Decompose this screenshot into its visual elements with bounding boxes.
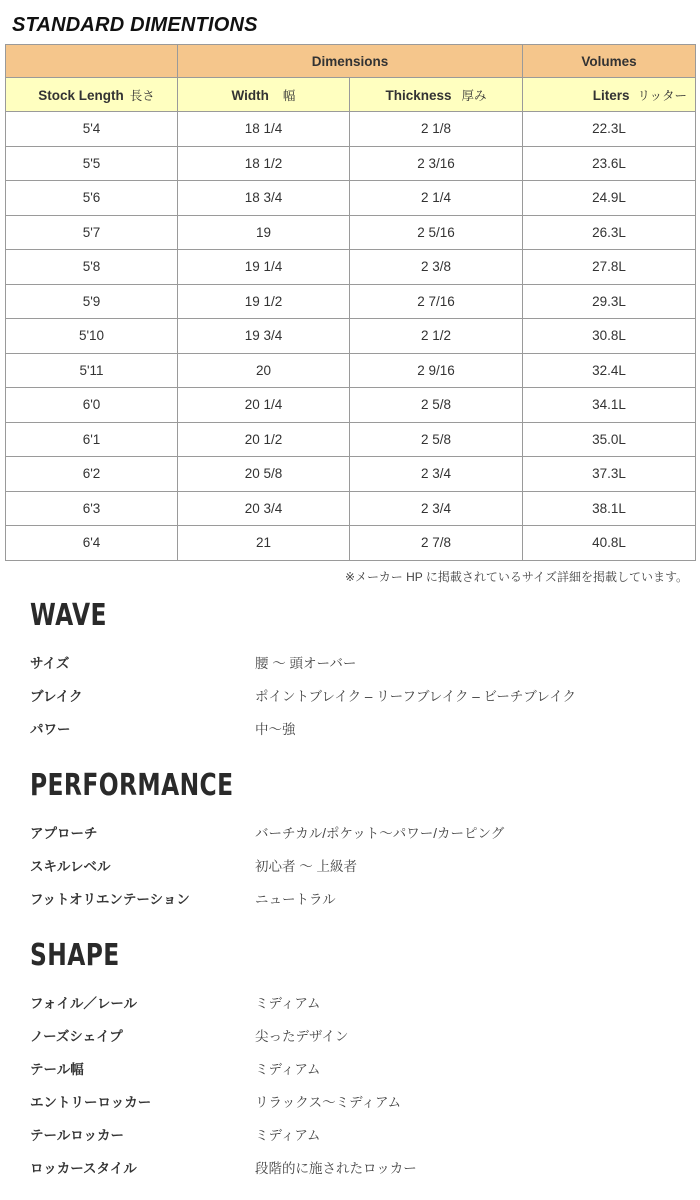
cell-stock-length: 5'5 [6, 146, 178, 181]
cell-liters: 34.1L [523, 388, 696, 423]
table-row [6, 319, 696, 354]
spec-value: 腰 〜 頭オーバー [255, 656, 357, 671]
table-row [6, 284, 696, 319]
spec-value: ミディアム [255, 996, 321, 1011]
cell-liters: 27.8L [523, 250, 696, 285]
cell-width: 20 1/2 [178, 422, 350, 457]
column-header-width [178, 78, 350, 112]
column-label-jp: 長さ [129, 88, 155, 103]
section-title-shape: SHAPE [30, 938, 120, 973]
spec-value: バーチカル/ポケット〜パワー/カーピング [255, 826, 505, 841]
cell-stock-length: 6'1 [6, 422, 178, 457]
group-header-volumes: Volumes [523, 45, 696, 78]
cell-width: 19 1/2 [178, 284, 350, 319]
spec-label: サイズ [30, 656, 70, 671]
column-header-thickness [350, 78, 523, 112]
cell-liters: 30.8L [523, 319, 696, 354]
spec-value: 初心者 〜 上級者 [255, 859, 358, 874]
spec-row [30, 855, 670, 875]
cell-width: 18 1/2 [178, 146, 350, 181]
column-label: Liters [592, 87, 630, 103]
cell-width: 20 1/4 [178, 388, 350, 423]
spec-value: リラックス〜ミディアム [255, 1095, 402, 1110]
cell-liters: 35.0L [523, 422, 696, 457]
column-header-liters [523, 78, 696, 112]
cell-width: 20 3/4 [178, 491, 350, 526]
cell-width: 20 5/8 [178, 457, 350, 492]
section-title-performance: PERFORMANCE [30, 768, 234, 803]
cell-thickness: 2 3/8 [350, 250, 523, 285]
cell-stock-length: 5'7 [6, 215, 178, 250]
cell-thickness: 2 3/4 [350, 457, 523, 492]
cell-thickness: 2 5/16 [350, 215, 523, 250]
cell-width: 19 [178, 215, 350, 250]
cell-stock-length: 5'8 [6, 250, 178, 285]
cell-width: 19 3/4 [178, 319, 350, 354]
cell-stock-length: 5'4 [6, 112, 178, 147]
table-row [6, 457, 696, 492]
spec-value: ミディアム [255, 1128, 321, 1143]
spec-label: ブレイク [30, 689, 83, 704]
column-label: Stock Length [38, 87, 124, 103]
cell-stock-length: 5'10 [6, 319, 178, 354]
spec-row [30, 652, 670, 672]
cell-liters: 23.6L [523, 146, 696, 181]
spec-row [30, 1025, 670, 1045]
spec-label: ロッカースタイル [30, 1161, 137, 1176]
table-row [6, 422, 696, 457]
spec-label: アプローチ [30, 826, 98, 841]
cell-width: 20 [178, 353, 350, 388]
spec-label: フォイル／レール [30, 996, 138, 1011]
spec-label: フットオリエンテーション [30, 892, 190, 907]
spec-row [30, 1058, 670, 1078]
cell-stock-length: 6'2 [6, 457, 178, 492]
cell-liters: 26.3L [523, 215, 696, 250]
table-row [6, 146, 696, 181]
group-header-empty [6, 45, 178, 78]
cell-thickness: 2 5/8 [350, 388, 523, 423]
cell-liters: 29.3L [523, 284, 696, 319]
spec-value: 尖ったデザイン [255, 1029, 349, 1044]
spec-value: 中〜強 [255, 722, 296, 737]
cell-width: 19 1/4 [178, 250, 350, 285]
spec-label: パワー [30, 722, 71, 737]
page-title: STANDARD DIMENTIONS [12, 14, 258, 36]
cell-thickness: 2 3/4 [350, 491, 523, 526]
cell-stock-length: 5'6 [6, 181, 178, 216]
cell-liters: 40.8L [523, 526, 696, 561]
group-header-row [6, 45, 696, 78]
spec-label: テールロッカー [30, 1128, 124, 1143]
spec-row [30, 685, 670, 705]
table-row [6, 526, 696, 561]
spec-value: ミディアム [255, 1062, 321, 1077]
column-label-jp: リッター [637, 88, 687, 103]
column-label: Width [231, 87, 269, 103]
spec-row [30, 1124, 670, 1144]
cell-liters: 22.3L [523, 112, 696, 147]
spec-label: テール幅 [30, 1062, 84, 1077]
spec-value: 段階的に施されたロッカー [255, 1161, 417, 1176]
table-row [6, 353, 696, 388]
table-row [6, 250, 696, 285]
spec-row [30, 822, 670, 842]
spec-row [30, 1157, 670, 1177]
spec-value: ポイントブレイク – リーフブレイク – ビーチブレイク [255, 689, 576, 704]
group-header-dimensions: Dimensions [178, 45, 523, 78]
cell-liters: 24.9L [523, 181, 696, 216]
column-header-row [6, 78, 696, 112]
dimensions-table [5, 44, 696, 561]
cell-thickness: 2 7/16 [350, 284, 523, 319]
table-row [6, 491, 696, 526]
cell-stock-length: 5'11 [6, 353, 178, 388]
column-label: Thickness [385, 87, 452, 103]
table-row [6, 388, 696, 423]
table-row [6, 181, 696, 216]
cell-thickness: 2 1/4 [350, 181, 523, 216]
cell-liters: 32.4L [523, 353, 696, 388]
cell-thickness: 2 3/16 [350, 146, 523, 181]
column-header-stock-length [6, 78, 178, 112]
cell-width: 18 1/4 [178, 112, 350, 147]
spec-row [30, 992, 670, 1012]
cell-stock-length: 6'3 [6, 491, 178, 526]
table-row [6, 112, 696, 147]
section-title-wave: WAVE [30, 598, 107, 633]
cell-thickness: 2 1/8 [350, 112, 523, 147]
cell-stock-length: 5'9 [6, 284, 178, 319]
column-label-jp: 厚み [461, 88, 487, 103]
cell-thickness: 2 5/8 [350, 422, 523, 457]
cell-liters: 37.3L [523, 457, 696, 492]
cell-thickness: 2 1/2 [350, 319, 523, 354]
column-label-jp: 幅 [282, 88, 296, 103]
spec-row [30, 888, 670, 908]
cell-thickness: 2 7/8 [350, 526, 523, 561]
spec-row [30, 1091, 670, 1111]
cell-stock-length: 6'0 [6, 388, 178, 423]
source-note: ※メーカー HP に掲載されているサイズ詳細を掲載しています。 [344, 570, 688, 584]
cell-thickness: 2 9/16 [350, 353, 523, 388]
cell-width: 18 3/4 [178, 181, 350, 216]
spec-label: ノーズシェイプ [30, 1029, 123, 1044]
table-row [6, 215, 696, 250]
spec-label: エントリーロッカー [30, 1095, 152, 1110]
spec-label: スキルレベル [30, 859, 111, 874]
spec-value: ニュートラル [255, 892, 336, 907]
cell-liters: 38.1L [523, 491, 696, 526]
cell-width: 21 [178, 526, 350, 561]
cell-stock-length: 6'4 [6, 526, 178, 561]
spec-row [30, 718, 670, 738]
